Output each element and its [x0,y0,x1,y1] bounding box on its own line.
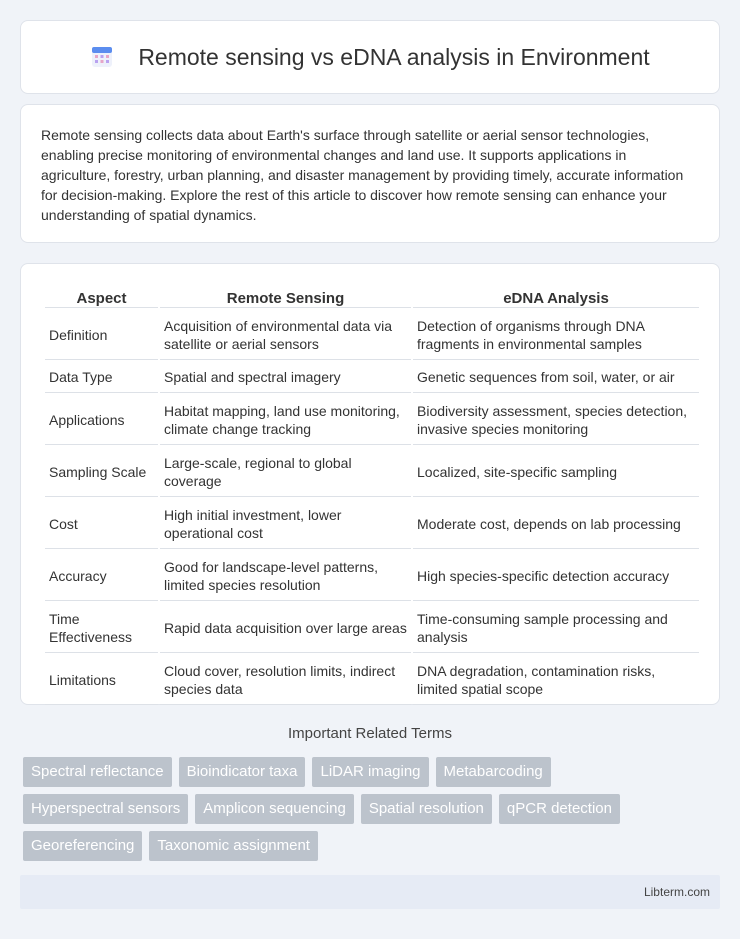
tag-row [23,757,723,787]
table-header-row [45,286,699,308]
tag-hyperspectral-sensors[interactable]: Hyperspectral sensors [23,794,188,824]
footer [20,875,720,909]
row-aspect: Limitations [45,655,158,705]
related-terms-list [23,757,723,868]
row-remote-sensing: Cloud cover, resolution limits, indirect species data [160,655,411,705]
row-aspect: Time Effectiveness [45,603,158,653]
row-remote-sensing: Acquisition of environmental data via satellite or aerial sensors [160,310,411,360]
tag-taxonomic-assignment[interactable]: Taxonomic assignment [149,831,318,861]
table-row [45,362,699,393]
tag-row [23,831,723,861]
header-aspect: Aspect [45,286,158,308]
row-aspect: Cost [45,499,158,549]
row-remote-sensing: Good for landscape-level patterns, limited species resolution [160,551,411,601]
header-remote-sensing: Remote Sensing [160,286,411,308]
tag-amplicon-sequencing[interactable]: Amplicon sequencing [195,794,354,824]
row-edna: Localized, site-specific sampling [413,447,699,497]
row-remote-sensing: Habitat mapping, land use monitoring, climate change tracking [160,395,411,445]
row-remote-sensing: High initial investment, lower operational cost [160,499,411,549]
table-row [45,447,699,497]
table-row [45,395,699,445]
tag-qpcr-detection[interactable]: qPCR detection [499,794,620,824]
tag-metabarcoding[interactable]: Metabarcoding [436,757,551,787]
row-aspect: Accuracy [45,551,158,601]
row-aspect: Definition [45,310,158,360]
table-row [45,310,699,360]
header-card [20,20,720,94]
row-aspect: Applications [45,395,158,445]
comparison-card [20,263,720,705]
tag-bioindicator-taxa[interactable]: Bioindicator taxa [179,757,306,787]
tag-georeferencing[interactable]: Georeferencing [23,831,142,861]
intro-card [20,104,720,243]
row-edna: Detection of organisms through DNA fragments in environmental samples [413,310,699,360]
row-edna: High species-specific detection accuracy [413,551,699,601]
row-aspect: Sampling Scale [45,447,158,497]
table-row [45,603,699,653]
row-edna: Time-consuming sample processing and analysis [413,603,699,653]
table-row [45,551,699,601]
row-aspect: Data Type [45,362,158,393]
header-edna: eDNA Analysis [413,286,699,308]
footer-site-link[interactable]: Libterm.com [643,885,710,899]
row-remote-sensing: Spatial and spectral imagery [160,362,411,393]
row-edna: Moderate cost, depends on lab processing [413,499,699,549]
table-row [45,499,699,549]
tag-spatial-resolution[interactable]: Spatial resolution [361,794,492,824]
intro-paragraph: Remote sensing collects data about Earth's surface through satellite or aerial sensor technologies, enabling precise monitoring of environmental changes and land use. It supports applications in agriculture, forestry, urban planning, and disaster management by providing timely, accurate information for decision-making. Explore the rest of this article to discover how remote sensing can enhance your understanding of spatial dynamics. [41,127,684,223]
row-remote-sensing: Large-scale, regional to global coverage [160,447,411,497]
row-remote-sensing: Rapid data acquisition over large areas [160,603,411,653]
page-title: Remote sensing vs eDNA analysis in Environment [138,43,650,70]
tag-row [23,794,723,824]
row-edna: DNA degradation, contamination risks, limited spatial scope [413,655,699,705]
related-terms-title: Important Related Terms [288,725,452,742]
row-edna: Genetic sequences from soil, water, or air [413,362,699,393]
row-edna: Biodiversity assessment, species detection, invasive species monitoring [413,395,699,445]
comparison-table [43,284,701,707]
table-row [45,655,699,705]
header [90,44,649,71]
calendar-grid-icon [90,45,114,69]
tag-lidar-imaging[interactable]: LiDAR imaging [312,757,428,787]
tag-spectral-reflectance[interactable]: Spectral reflectance [23,757,172,787]
